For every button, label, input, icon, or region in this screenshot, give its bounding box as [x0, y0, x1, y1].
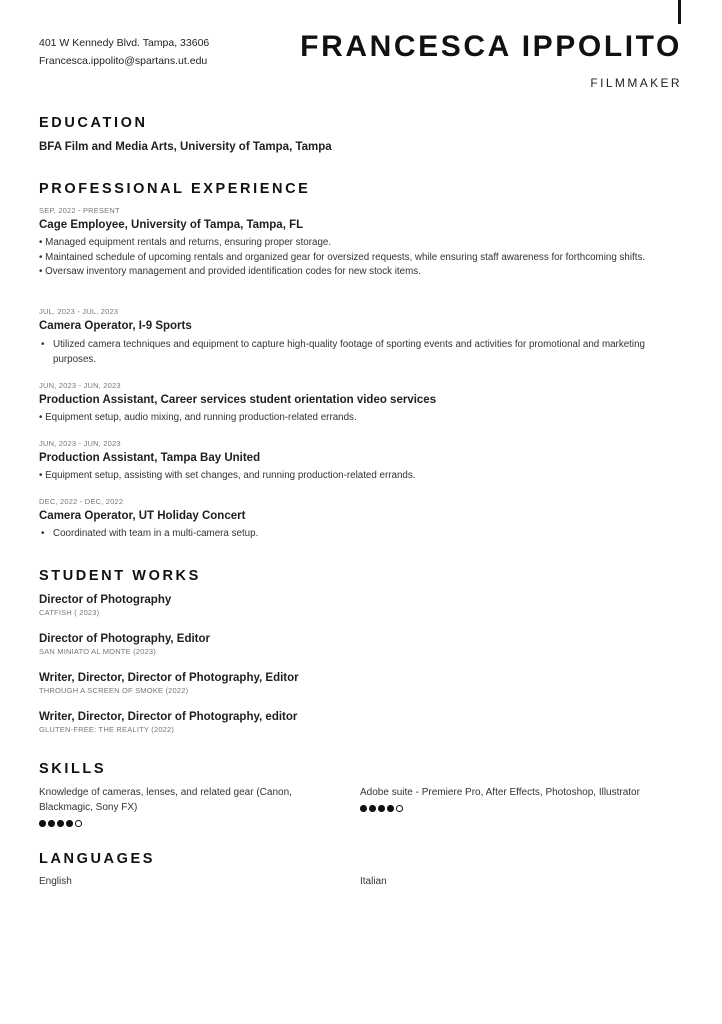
skills-heading: SKILLS [39, 761, 107, 777]
skill-name: Knowledge of cameras, lenses, and related gear (Canon, Blackmagic, Sony FX) [39, 787, 292, 813]
work-project: THROUGH A SCREEN OF SMOKE (2022) [39, 686, 189, 695]
rating-dot-filled [66, 820, 73, 827]
rating-dot-filled [57, 820, 64, 827]
job-date: JUL, 2023 - JUL, 2023 [39, 307, 119, 316]
skill-rating [39, 820, 339, 827]
job-bullet: • Coordinated with team in a multi-camera setup. [39, 527, 683, 542]
full-name: FRANCESCA IPPOLITO [300, 30, 682, 63]
work-item [39, 670, 683, 696]
rating-dot-filled [387, 805, 394, 812]
job-role: Camera Operator, UT Holiday Concert [39, 510, 246, 522]
language-item: English [39, 876, 72, 887]
job-role: Production Assistant, Tampa Bay United [39, 452, 261, 464]
work-title: Writer, Director, Director of Photography, Editor [39, 672, 299, 684]
work-title: Director of Photography [39, 594, 172, 606]
rating-dot-filled [369, 805, 376, 812]
job-entry [39, 206, 683, 280]
languages-section [39, 850, 683, 868]
skill-item [360, 785, 685, 812]
rating-dot-filled [48, 820, 55, 827]
skills-section [39, 760, 683, 778]
top-accent-bar [678, 0, 681, 24]
rating-dot-filled [378, 805, 385, 812]
job-date: JUN, 2023 - JUN, 2023 [39, 381, 121, 390]
job-date: DEC, 2022 - DEC, 2022 [39, 497, 124, 506]
job-entry [39, 439, 683, 484]
work-project: GLUTEN-FREE: THE REALITY (2022) [39, 725, 175, 734]
work-item [39, 592, 683, 618]
job-title: FILMMAKER [590, 76, 682, 90]
job-entry [39, 497, 683, 542]
job-bullet: • Utilized camera techniques and equipment to capture high-quality footage of sporting events and activities for promotional and marketing purposes. [39, 338, 683, 367]
email: Francesca.ippolito@spartans.ut.edu [39, 55, 208, 67]
skill-rating [360, 805, 685, 812]
rating-dot-empty [396, 805, 403, 812]
rating-dot-empty [75, 820, 82, 827]
job-bullet: • Equipment setup, audio mixing, and running production-related errands. [39, 412, 357, 423]
job-entry [39, 381, 683, 426]
job-bullet: • Equipment setup, assisting with set changes, and running production-related errands. [39, 470, 416, 481]
skill-name: Adobe suite - Premiere Pro, After Effects, Photoshop, Illustrator [360, 787, 640, 798]
contact-block [39, 34, 209, 70]
rating-dot-filled [39, 820, 46, 827]
work-item [39, 709, 683, 735]
rating-dot-filled [360, 805, 367, 812]
degree: BFA Film and Media Arts, University of Tampa, Tampa [39, 141, 332, 153]
languages-heading: LANGUAGES [39, 851, 156, 867]
education-section [39, 114, 683, 153]
job-entry [39, 307, 683, 367]
address: 401 W Kennedy Blvd. Tampa, 33606 [39, 37, 210, 49]
student-works-section [39, 567, 683, 585]
job-bullet: • Managed equipment rentals and returns, ensuring proper storage. [39, 237, 332, 248]
job-date: SEP, 2022 - PRESENT [39, 206, 120, 215]
work-item [39, 631, 683, 657]
work-project: CATFISH ( 2023) [39, 608, 100, 617]
job-bullet: • Oversaw inventory management and provided identification codes for new stock items. [39, 266, 421, 278]
job-date: JUN, 2023 - JUN, 2023 [39, 439, 121, 448]
work-project: SAN MINIATO AL MONTE (2023) [39, 647, 156, 656]
experience-section [39, 180, 683, 198]
job-bullet: • Maintained schedule of upcoming rentals and organized gear for oversized requests, while ensuring staff awareness for forthcoming shifts. [39, 251, 646, 263]
job-role: Production Assistant, Career services student orientation video services [39, 394, 437, 406]
student-works-heading: STUDENT WORKS [39, 568, 201, 584]
job-role: Camera Operator, I-9 Sports [39, 320, 192, 332]
work-title: Director of Photography, Editor [39, 633, 211, 645]
skill-item [39, 785, 339, 827]
work-title: Writer, Director, Director of Photography, editor [39, 711, 298, 723]
language-item: Italian [360, 876, 387, 887]
experience-heading: PROFESSIONAL EXPERIENCE [39, 181, 311, 197]
job-role: Cage Employee, University of Tampa, Tampa, FL [39, 219, 304, 231]
education-heading: EDUCATION [39, 115, 148, 131]
